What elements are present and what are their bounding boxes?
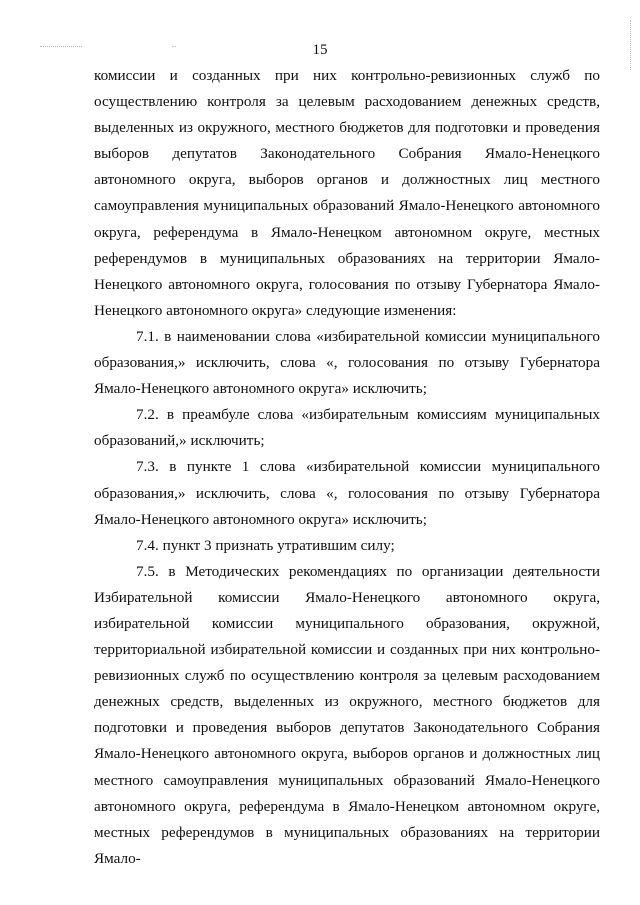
paragraph-item-7-4: 7.4. пункт 3 признать утратившим силу; xyxy=(136,536,395,554)
paragraph-item-7-2: 7.2. в преамбуле слова «избирательным комиссиям муниципальных образований,» исключить; xyxy=(94,406,600,450)
paragraph-item-7-5: 7.5. в Методических рекомендациях по организации деятельности Избирательной комиссии Ямало-Ненецкого автономного округа, избирательной комиссии муниципального образования, окружной, территориальной избирательной комиссии и созданных при них контрольно-ревизионных служб по осуществлению контроля за целевым расходованием денежных средств, выделенных из окружного, местного бюджетов для подготовки и проведения выборов депутатов Законодательного Собрания Ямало-Ненецкого автономного округа, выборов органов и должностных лиц местного самоуправления муниципальных образований Ямало-Ненецкого автономного округа, референдума в Ямало-Ненецком автономном округе, местных референдумов в муниципальных образованиях на территории Ямало- xyxy=(94,562,600,867)
page-number: 15 xyxy=(312,42,328,58)
paragraph-continuation: комиссии и созданных при них контрольно-ревизионных служб по осуществлению контроля за целевым расходованием денежных средств, выделенных из окружного, местного бюджетов для подготовки и проведения выборов депутатов Законодательного Собрания Ямало-Ненецкого автономного округа, выборов органов и должностных лиц местного самоуправления муниципальных образований Ямало-Ненецкого автономного округа, референдума в Ямало-Ненецком автономном округе, местных референдумов в муниципальных образованиях на территории Ямало-Ненецкого автономного округа, голосования по отзыву Губернатора Ямало-Ненецкого автономного округа» следующие изменения: xyxy=(94,67,600,319)
paragraph-item-7-1: 7.1. в наименовании слова «избирательной комиссии муниципального образования,» исключить, слова «, голосования по отзыву Губернатора Ямало-Ненецкого автономного округа» исключить; xyxy=(94,327,600,398)
document-body xyxy=(94,63,600,872)
paragraph-item-7-3: 7.3. в пункте 1 слова «избирательной комиссии муниципального образования,» исключить, слова «, голосования по отзыву Губернатора Ямало-Ненецкого автономного округа» исключить; xyxy=(94,458,600,528)
